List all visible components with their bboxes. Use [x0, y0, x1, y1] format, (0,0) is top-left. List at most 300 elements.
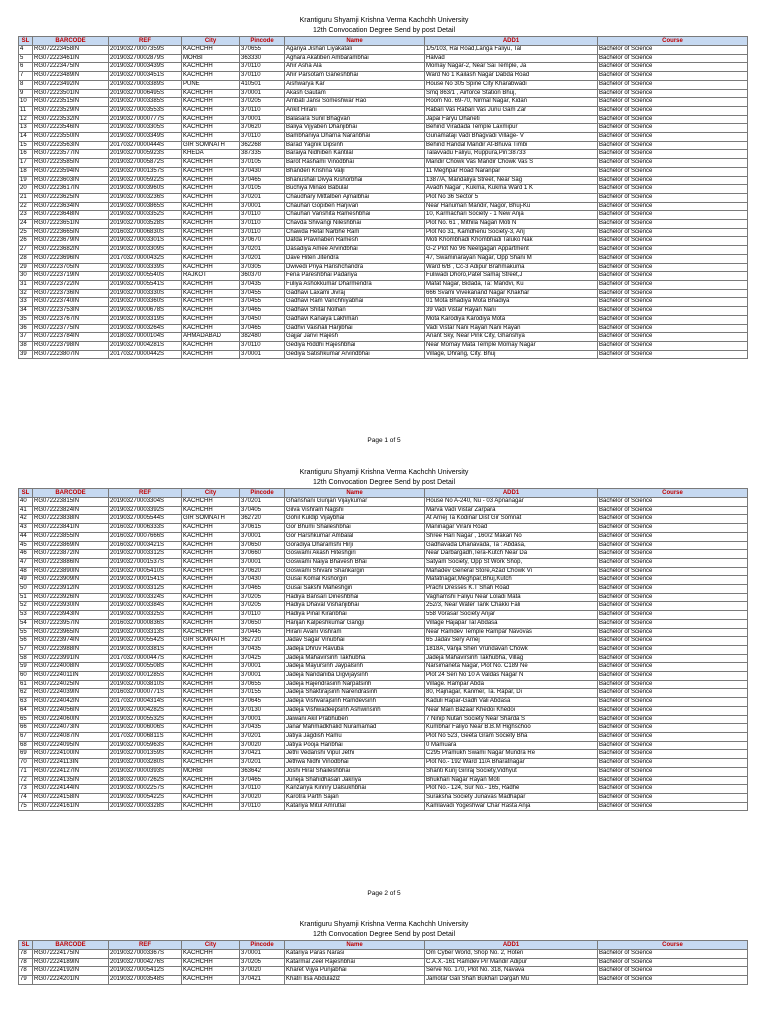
- cell-add1: 65 Jadav Sery Arnej: [425, 637, 598, 646]
- cell-pincode: 370660: [240, 550, 285, 559]
- cell-city: KACHCHH: [182, 611, 240, 620]
- table-row: [19, 98, 748, 107]
- cell-sl: 42: [19, 515, 33, 524]
- cell-name: Goswami Shivani Shankargiri: [285, 567, 425, 576]
- cell-barcode: RG072224087IN: [33, 732, 109, 741]
- cell-pincode: 370001: [240, 350, 285, 359]
- table-row: [19, 228, 748, 237]
- cell-name: Jadeja Nandaniba Digvijaysinh: [285, 672, 425, 681]
- cell-add1: Behind Randal Mandir At-Bhuva Timbi: [425, 141, 598, 150]
- cell-add1: Momay Nagar-2, Near Sai Temple, Ja: [425, 63, 598, 72]
- cell-city: KACHCHH: [182, 724, 240, 733]
- cell-course: Bachelor of Science: [598, 645, 748, 654]
- column-header-ref: REF: [109, 37, 182, 46]
- cell-name: Gilva Vishram Nagshi: [285, 506, 425, 515]
- column-header-course: Course: [598, 489, 748, 498]
- cell-ref: 201603270006830S: [109, 228, 182, 237]
- cell-add1: Avadh Nagar , Kukma, Kukma Ward 1 K: [425, 185, 598, 194]
- cell-pincode: 370001: [240, 115, 285, 124]
- cell-pincode: 370450: [240, 315, 285, 324]
- cell-city: KACHCHH: [182, 350, 240, 359]
- cell-name: Jadeja Mahavirsinh Takhubha: [285, 654, 425, 663]
- column-header-add1: ADD1: [425, 489, 598, 498]
- cell-name: Agariya Jishan Liyakatali: [285, 46, 425, 55]
- cell-course: Bachelor of Science: [598, 315, 748, 324]
- cell-add1: G-2 Plot No 96 Neelgagan Appartment: [425, 246, 598, 255]
- cell-barcode: RG072223515IN: [33, 98, 109, 107]
- cell-sl: 6: [19, 63, 33, 72]
- cell-barcode: RG072223926IN: [33, 593, 109, 602]
- page-3: [0, 904, 768, 985]
- cell-city: KACHCHH: [182, 202, 240, 211]
- cell-city: KACHCHH: [182, 680, 240, 689]
- table-row: [19, 246, 748, 255]
- cell-city: KACHCHH: [182, 663, 240, 672]
- column-header-name: Name: [285, 37, 425, 46]
- cell-course: Bachelor of Science: [598, 524, 748, 533]
- cell-sl: 29: [19, 263, 33, 272]
- table-row: [19, 802, 748, 811]
- cell-city: KACHCHH: [182, 950, 240, 959]
- table-row: [19, 741, 748, 750]
- cell-name: Hadiya Dhaval Vishanjibhai: [285, 602, 425, 611]
- cell-ref: 201703270000444S: [109, 141, 182, 150]
- table-row: [19, 672, 748, 681]
- table-row: [19, 637, 748, 646]
- cell-ref: 201903270003236S: [109, 193, 182, 202]
- cell-city: KACHCHH: [182, 72, 240, 81]
- cell-city: KACHCHH: [182, 541, 240, 550]
- cell-pincode: 370110: [240, 63, 285, 72]
- cell-name: Gadhavi Ram Vanchhiyabhai: [285, 298, 425, 307]
- cell-pincode: 370020: [240, 967, 285, 976]
- cell-pincode: 363642: [240, 767, 285, 776]
- table-row: [19, 585, 748, 594]
- cell-name: Jethwa Nidhi Vinodbhai: [285, 759, 425, 768]
- cell-ref: 201903270001357S: [109, 167, 182, 176]
- cell-course: Bachelor of Science: [598, 976, 748, 985]
- cell-barcode: RG072224025IN: [33, 680, 109, 689]
- cell-pincode: 370110: [240, 341, 285, 350]
- cell-name: Jatiya Pooja Haribhai: [285, 741, 425, 750]
- cell-ref: 201903270001537S: [109, 558, 182, 567]
- cell-sl: 78: [19, 950, 33, 959]
- cell-add1: 666 Svami Vivekanand Nagar Khakhar: [425, 289, 598, 298]
- table-row: [19, 350, 748, 359]
- cell-city: KACHCHH: [182, 133, 240, 142]
- cell-add1: 10, Karmachari Society - 1 New Anja: [425, 211, 598, 220]
- cell-course: Bachelor of Science: [598, 663, 748, 672]
- cell-name: Jadeja Rajendrasinh Narpatsinh: [285, 680, 425, 689]
- cell-name: Fena Pareshbhai Padariya: [285, 272, 425, 281]
- cell-sl: 15: [19, 141, 33, 150]
- cell-city: KACHCHH: [182, 254, 240, 263]
- cell-sl: 64: [19, 706, 33, 715]
- cell-pincode: 370001: [240, 715, 285, 724]
- header-row: [19, 941, 748, 950]
- column-header-course: Course: [598, 37, 748, 46]
- cell-course: Bachelor of Science: [598, 176, 748, 185]
- cell-name: Gadhvi Vaishali Harjibhai: [285, 324, 425, 333]
- cell-course: Bachelor of Science: [598, 263, 748, 272]
- table-row: [19, 593, 748, 602]
- cell-pincode: 382480: [240, 333, 285, 342]
- cell-add1: Jadeja Mahavirsinh Takhubha, Villag: [425, 654, 598, 663]
- cell-pincode: 370655: [240, 46, 285, 55]
- dispatch-table: [18, 488, 748, 811]
- university-title: Krantiguru Shyamji Krishna Verma Kachchh University: [299, 17, 469, 24]
- cell-city: KACHCHH: [182, 315, 240, 324]
- cell-course: Bachelor of Science: [598, 237, 748, 246]
- cell-ref: 201903270003381S: [109, 645, 182, 654]
- cell-ref: 201603270000836S: [109, 619, 182, 628]
- cell-city: MORBI: [182, 767, 240, 776]
- cell-add1: Talavvadu Faliyu, Ruppura,Pin:38733: [425, 150, 598, 159]
- cell-city: KACHCHH: [182, 185, 240, 194]
- cell-barcode: RG072223461IN: [33, 54, 109, 63]
- cell-name: Goswami Akash Hiteshgiri: [285, 550, 425, 559]
- table-row: [19, 263, 748, 272]
- cell-pincode: 410501: [240, 80, 285, 89]
- cell-name: Kharet Vijya Punjabhai: [285, 967, 425, 976]
- cell-pincode: 370105: [240, 185, 285, 194]
- cell-ref: 201903270003312S: [109, 585, 182, 594]
- cell-course: Bachelor of Science: [598, 124, 748, 133]
- cell-barcode: RG072223815IN: [33, 498, 109, 507]
- cell-sl: 46: [19, 550, 33, 559]
- cell-barcode: RG072223869IN: [33, 541, 109, 550]
- cell-pincode: 370615: [240, 524, 285, 533]
- table-row: [19, 550, 748, 559]
- cell-add1: Village. Rampar Abda: [425, 680, 598, 689]
- cell-sl: 66: [19, 724, 33, 733]
- cell-name: Balasara Sunil Bhagvan: [285, 115, 425, 124]
- cell-course: Bachelor of Science: [598, 672, 748, 681]
- cell-city: KACHCHH: [182, 741, 240, 750]
- cell-pincode: 370465: [240, 776, 285, 785]
- cell-pincode: 370465: [240, 176, 285, 185]
- cell-sl: 11: [19, 106, 33, 115]
- cell-sl: 23: [19, 211, 33, 220]
- cell-course: Bachelor of Science: [598, 115, 748, 124]
- cell-sl: 41: [19, 506, 33, 515]
- cell-ref: 201903270001541S: [109, 576, 182, 585]
- cell-pincode: 362720: [240, 637, 285, 646]
- cell-course: Bachelor of Science: [598, 167, 748, 176]
- cell-city: KACHCHH: [182, 167, 240, 176]
- cell-add1: Plot No 31, Kamdhenu Society-3, Anj: [425, 228, 598, 237]
- table-row: [19, 124, 748, 133]
- cell-pincode: 370205: [240, 958, 285, 967]
- cell-sl: 30: [19, 272, 33, 281]
- cell-ref: 201903270005542S: [109, 637, 182, 646]
- cell-ref: 201903270003325S: [109, 611, 182, 620]
- table-row: [19, 72, 748, 81]
- cell-pincode: 370205: [240, 602, 285, 611]
- cell-barcode: RG072223784IN: [33, 333, 109, 342]
- cell-sl: 69: [19, 750, 33, 759]
- table-row: [19, 706, 748, 715]
- cell-course: Bachelor of Science: [598, 211, 748, 220]
- cell-name: Akash Gautam: [285, 89, 425, 98]
- cell-course: Bachelor of Science: [598, 498, 748, 507]
- cell-pincode: 370201: [240, 759, 285, 768]
- cell-sl: 72: [19, 776, 33, 785]
- cell-name: Dave Hiten Jitendra: [285, 254, 425, 263]
- cell-sl: 22: [19, 202, 33, 211]
- cell-course: Bachelor of Science: [598, 193, 748, 202]
- cell-pincode: 370421: [240, 976, 285, 985]
- cell-course: Bachelor of Science: [598, 324, 748, 333]
- cell-barcode: RG072224127IN: [33, 767, 109, 776]
- cell-add1: Plot No. 61 , Mithila Nagari Moti N: [425, 220, 598, 229]
- cell-sl: 79: [19, 976, 33, 985]
- cell-city: MORBI: [182, 54, 240, 63]
- column-header-sl: SL: [19, 37, 33, 46]
- cell-ref: 201903270003312S: [109, 550, 182, 559]
- table-row: [19, 176, 748, 185]
- cell-sl: 33: [19, 298, 33, 307]
- cell-course: Bachelor of Science: [598, 506, 748, 515]
- cell-sl: 48: [19, 567, 33, 576]
- cell-add1: Near Darbargadh,Tera-Kutch Near Da: [425, 550, 598, 559]
- cell-barcode: RG072223974IN: [33, 637, 109, 646]
- cell-pincode: 363330: [240, 54, 285, 63]
- cell-name: Hadiya Bansari Dineshbhai: [285, 593, 425, 602]
- cell-pincode: 370110: [240, 72, 285, 81]
- cell-add1: Halvad: [425, 54, 598, 63]
- cell-name: Chaudhary Mittalben Ajmalbhai: [285, 193, 425, 202]
- cell-pincode: 370465: [240, 585, 285, 594]
- cell-name: Baliya Vijyaben Dhanjibhai: [285, 124, 425, 133]
- cell-name: Jadeja Mayursinh Jaypalsinh: [285, 663, 425, 672]
- cell-barcode: RG072223603IN: [33, 176, 109, 185]
- cell-ref: 201903270003352S: [109, 211, 182, 220]
- cell-city: KACHCHH: [182, 220, 240, 229]
- cell-add1: 39 Vadi Vistar Rayan Nani: [425, 307, 598, 316]
- cell-name: Jadeja Shaktirajsinh Narendrasinh: [285, 689, 425, 698]
- cell-add1: House No 305 Spine City Kharabwadi: [425, 80, 598, 89]
- cell-city: GIR SOMNATH: [182, 515, 240, 524]
- cell-barcode: RG072223665IN: [33, 228, 109, 237]
- cell-pincode: 370425: [240, 654, 285, 663]
- table-row: [19, 619, 748, 628]
- table-row: [19, 202, 748, 211]
- cell-barcode: RG072223855IN: [33, 532, 109, 541]
- cell-ref: 201903270000393S: [109, 767, 182, 776]
- cell-ref: 201903270003280S: [109, 759, 182, 768]
- cell-sl: 24: [19, 220, 33, 229]
- dispatch-table: [18, 36, 748, 359]
- cell-ref: 201903270003548S: [109, 976, 182, 985]
- cell-barcode: RG072224095IN: [33, 741, 109, 750]
- cell-course: Bachelor of Science: [598, 272, 748, 281]
- cell-add1: Kaduli Rapar-Gadh Vali Abdasa: [425, 698, 598, 707]
- cell-add1: House No A-240, Nu - 03 Apnanagar: [425, 498, 598, 507]
- cell-sl: 75: [19, 802, 33, 811]
- cell-ref: 201903270005923S: [109, 150, 182, 159]
- cell-name: Hadiya Pinal Kiranbhai: [285, 611, 425, 620]
- cell-pincode: 370655: [240, 680, 285, 689]
- table-row: [19, 220, 748, 229]
- cell-add1: C295 Pramukh Swami Nagar Mundra Re: [425, 750, 598, 759]
- cell-ref: 201803270007262S: [109, 776, 182, 785]
- cell-barcode: RG072223585IN: [33, 159, 109, 168]
- cell-pincode: 370110: [240, 802, 285, 811]
- cell-pincode: 370001: [240, 663, 285, 672]
- cell-add1: Anant Sky, Near Pink City, Ghanshya: [425, 333, 598, 342]
- cell-sl: 59: [19, 663, 33, 672]
- cell-course: Bachelor of Science: [598, 550, 748, 559]
- cell-name: Aghara Akatiben Ambarambhai: [285, 54, 425, 63]
- table-row: [19, 967, 748, 976]
- cell-course: Bachelor of Science: [598, 298, 748, 307]
- cell-sl: 21: [19, 193, 33, 202]
- cell-add1: Bhukhari Nagar Rayan Moti: [425, 776, 598, 785]
- cell-add1: 01 Mota Bhadiya Mota Bhadiya: [425, 298, 598, 307]
- column-header-sl: SL: [19, 941, 33, 950]
- cell-course: Bachelor of Science: [598, 741, 748, 750]
- cell-city: KACHCHH: [182, 776, 240, 785]
- cell-city: KACHCHH: [182, 706, 240, 715]
- cell-course: Bachelor of Science: [598, 159, 748, 168]
- table-row: [19, 254, 748, 263]
- table-row: [19, 776, 748, 785]
- cell-ref: 201903270003960S: [109, 185, 182, 194]
- cell-barcode: RG072223719IN: [33, 272, 109, 281]
- cell-city: KACHCHH: [182, 159, 240, 168]
- column-header-add1: ADD1: [425, 37, 598, 46]
- cell-city: KACHCHH: [182, 228, 240, 237]
- cell-city: KACHCHH: [182, 550, 240, 559]
- table-row: [19, 315, 748, 324]
- cell-course: Bachelor of Science: [598, 72, 748, 81]
- cell-city: KACHCHH: [182, 263, 240, 272]
- cell-city: KACHCHH: [182, 672, 240, 681]
- cell-add1: 47, Swaminarayan Nagar, Opp Shani M: [425, 254, 598, 263]
- cell-barcode: RG072223807IN: [33, 350, 109, 359]
- cell-barcode: RG072223957IN: [33, 619, 109, 628]
- cell-city: KACHCHH: [182, 628, 240, 637]
- cell-add1: Plot 24 Seri No 10 A Valdas Nagar N: [425, 672, 598, 681]
- cell-barcode: RG072223550IN: [33, 133, 109, 142]
- cell-course: Bachelor of Science: [598, 106, 748, 115]
- cell-course: Bachelor of Science: [598, 246, 748, 255]
- cell-name: Jethi Vedanshi Vipul Jethi: [285, 750, 425, 759]
- cell-pincode: 370205: [240, 593, 285, 602]
- cell-barcode: RG072223722IN: [33, 280, 109, 289]
- cell-barcode: RG072223696IN: [33, 254, 109, 263]
- cell-add1: Ward 6/B , Cc-3 Adipur Brahmakuma: [425, 263, 598, 272]
- cell-course: Bachelor of Science: [598, 619, 748, 628]
- cell-barcode: RG072223651IN: [33, 220, 109, 229]
- cell-barcode: RG072223532IN: [33, 115, 109, 124]
- table-row: [19, 115, 748, 124]
- cell-name: Katarmal Zeel Rajeshbhai: [285, 958, 425, 967]
- cell-barcode: RG072223740IN: [33, 298, 109, 307]
- cell-name: Gor Harshkumar Ambalal: [285, 532, 425, 541]
- cell-name: Aishwarya Kar: [285, 80, 425, 89]
- table-row: [19, 654, 748, 663]
- cell-ref: 201703270004314S: [109, 698, 182, 707]
- cell-add1: Maninagar Virani Road: [425, 524, 598, 533]
- cell-course: Bachelor of Science: [598, 220, 748, 229]
- cell-course: Bachelor of Science: [598, 785, 748, 794]
- cell-ref: 201903270005508S: [109, 663, 182, 672]
- cell-name: Dafda Pravinaben Ramesh: [285, 237, 425, 246]
- cell-sl: 58: [19, 654, 33, 663]
- cell-sl: 73: [19, 785, 33, 794]
- cell-name: Jadav Sagar Vinubhai: [285, 637, 425, 646]
- cell-name: Bambhaniya Dharna Naranbhai: [285, 133, 425, 142]
- cell-add1: Narsimaneta Nagar, Plot No. C189 Ne: [425, 663, 598, 672]
- cell-sl: 67: [19, 732, 33, 741]
- table-row: [19, 950, 748, 959]
- column-header-pincode: Pincode: [240, 941, 285, 950]
- table-row: [19, 689, 748, 698]
- cell-name: Barot Rashami Vinodbhai: [285, 159, 425, 168]
- cell-city: KACHCHH: [182, 506, 240, 515]
- cell-add1: Kumbhar Faliyo Near B.B.M Highschoo: [425, 724, 598, 733]
- column-header-course: Course: [598, 941, 748, 950]
- table-row: [19, 602, 748, 611]
- cell-pincode: 370001: [240, 532, 285, 541]
- table-row: [19, 759, 748, 768]
- cell-course: Bachelor of Science: [598, 793, 748, 802]
- cell-ref: 201903270005544S: [109, 515, 182, 524]
- cell-name: Gusai Sakshi Maheshgiri: [285, 585, 425, 594]
- cell-barcode: RG072223775IN: [33, 324, 109, 333]
- cell-ref: 201903270004281S: [109, 341, 182, 350]
- cell-name: Katariya Paras Narasi: [285, 950, 425, 959]
- column-header-pincode: Pincode: [240, 37, 285, 46]
- cell-sl: 51: [19, 593, 33, 602]
- cell-barcode: RG072223458IN: [33, 46, 109, 55]
- cell-course: Bachelor of Science: [598, 593, 748, 602]
- cell-ref: 201903270003385S: [109, 98, 182, 107]
- cell-city: KACHCHH: [182, 289, 240, 298]
- cell-add1: Mota Karodiya Karodiya Mota: [425, 315, 598, 324]
- cell-barcode: RG072223886IN: [33, 558, 109, 567]
- cell-pincode: 370455: [240, 289, 285, 298]
- table-row: [19, 524, 748, 533]
- column-header-ref: REF: [109, 941, 182, 950]
- column-header-pincode: Pincode: [240, 489, 285, 498]
- cell-ref: 201903270005532S: [109, 715, 182, 724]
- cell-city: KACHCHH: [182, 698, 240, 707]
- cell-barcode: RG072223705IN: [33, 263, 109, 272]
- report-title: 12th Convocation Degree Send by post Detail: [312, 931, 456, 938]
- cell-ref: 201703270006811S: [109, 732, 182, 741]
- cell-ref: 201703270000442S: [109, 350, 182, 359]
- cell-barcode: RG072224189IN: [33, 958, 109, 967]
- cell-pincode: 370201: [240, 193, 285, 202]
- cell-sl: 36: [19, 324, 33, 333]
- cell-name: Ghanshani Gunjan Vijaykumar: [285, 498, 425, 507]
- cell-name: Jaiwani Akil Prabhuben: [285, 715, 425, 724]
- cell-course: Bachelor of Science: [598, 802, 748, 811]
- cell-course: Bachelor of Science: [598, 350, 748, 359]
- cell-pincode: 370670: [240, 237, 285, 246]
- cell-course: Bachelor of Science: [598, 80, 748, 89]
- cell-city: KACHCHH: [182, 645, 240, 654]
- cell-add1: 11 Meghpar Road Naranpar: [425, 167, 598, 176]
- cell-pincode: 370001: [240, 950, 285, 959]
- university-title: Krantiguru Shyamji Krishna Verma Kachchh University: [299, 921, 469, 928]
- table-row: [19, 663, 748, 672]
- cell-ref: 201903270003349S: [109, 133, 182, 142]
- cell-sl: 17: [19, 159, 33, 168]
